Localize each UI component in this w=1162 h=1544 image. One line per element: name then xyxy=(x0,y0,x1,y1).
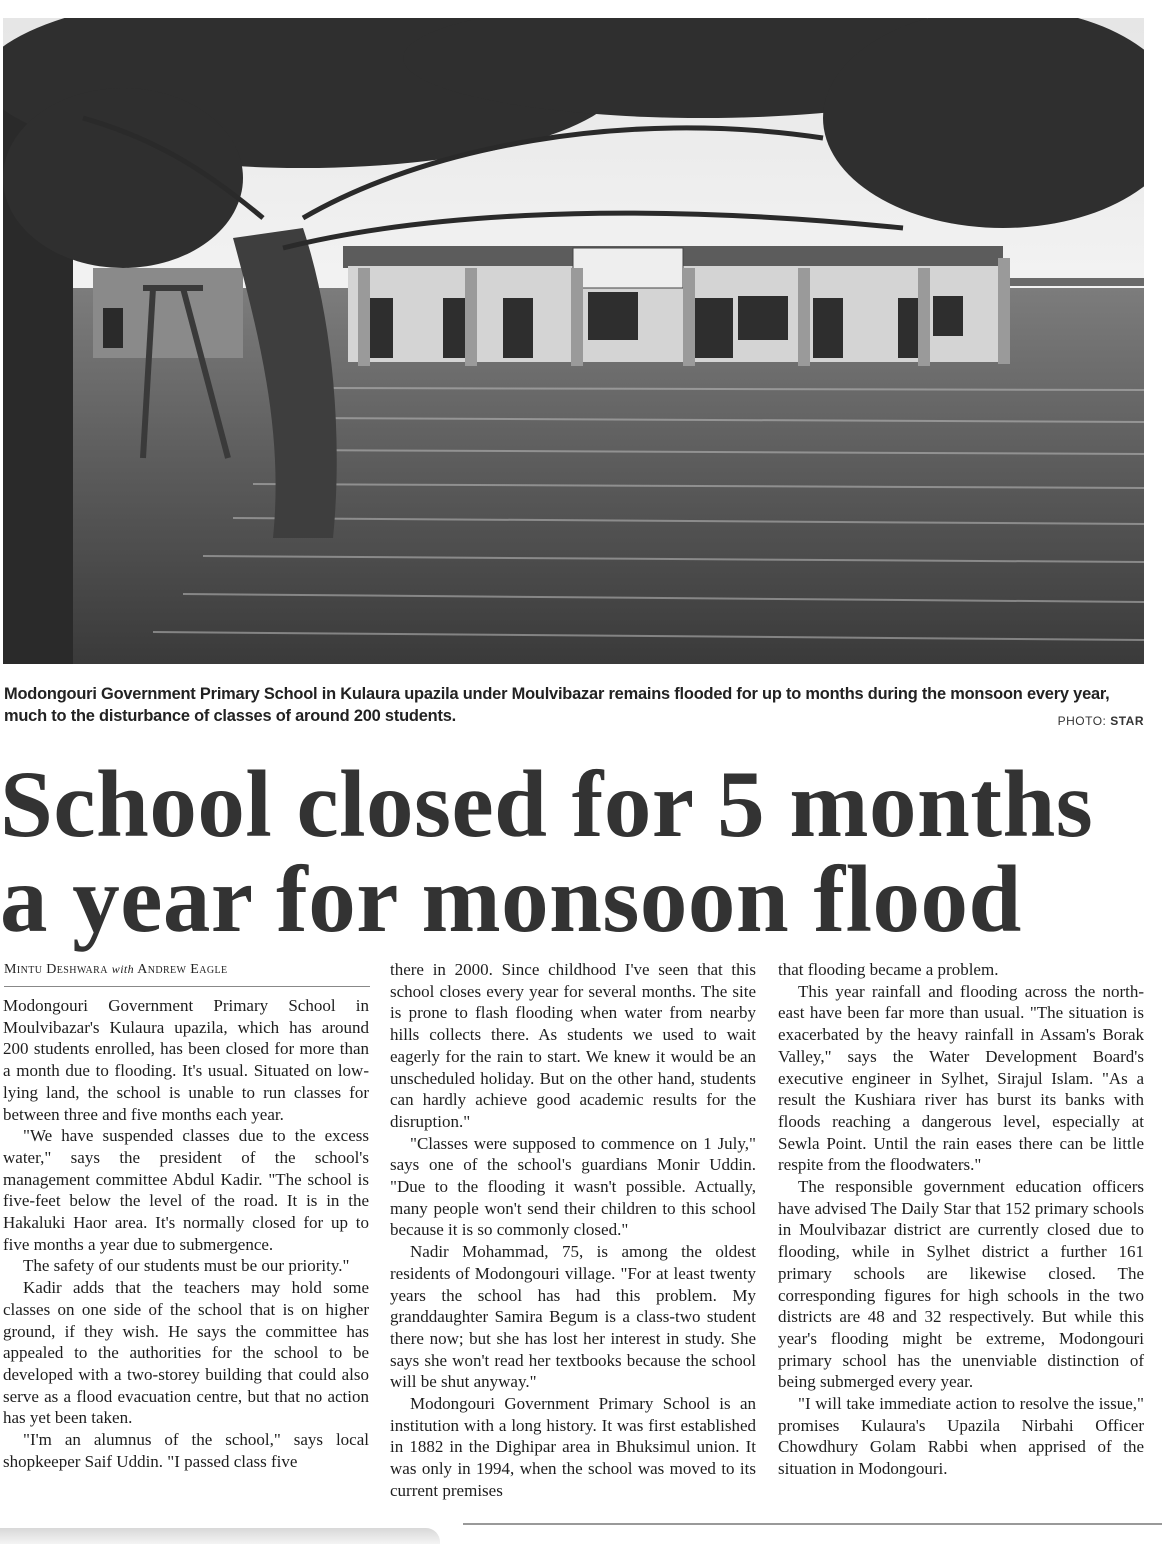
article-paragraph: "I'm an alumnus of the school," says local shopkeeper Saif Uddin. "I passed class five xyxy=(3,1430,369,1471)
page-edge-shadow xyxy=(0,1528,440,1544)
byline-joiner: with xyxy=(111,962,135,976)
article-paragraph: that flooding became a problem. xyxy=(778,960,999,979)
article-paragraph: The safety of our students must be our priority." xyxy=(23,1256,350,1276)
article-paragraph: This year rainfall and flooding across the north-east have been far more than usual. "The situation is exacerbated by the heavy rainfall in Assam's Borak Valley," says the Water Development Board's executive engineer in Sylhet, Sirajul Islam. "As a result the Kushiara river has burst its banks with floods reaching a dangerous level, especially at Sewla Point. Until the rain eases there can be little respite from the floodwaters." xyxy=(778,981,1144,1175)
byline-author-1: Mintu Deshwara xyxy=(4,962,108,977)
article-paragraph: Modongouri Government Primary School in Moulvibazar's Kulaura upazila, which has around 200 students enrolled, has been closed for more than a month due to flooding. It's usual. Situated on low-lying land, the school is unable to run classes for between three and five months each year. xyxy=(3,996,369,1124)
article-paragraph: there in 2000. Since childhood I've seen that this school closes every year for several months. The site is prone to flash flooding when water from nearby hills collects there. As students we used to wait eagerly for the rain to start. We knew it would be an unscheduled holiday. But on the other hand, students can hardly achieve good academic results for the disruption." xyxy=(390,960,756,1131)
article-paragraph: Modongouri Government Primary School is an institution with a long history. It was first established in 1882 in the Dighipar area in Bhuksimul union. It was only in 1994, when the school was moved to its current premises xyxy=(390,1394,756,1500)
flooded-school-image xyxy=(3,18,1144,664)
article-column-3 xyxy=(778,959,1144,1480)
flooded-school-photo xyxy=(3,18,1144,664)
photo-credit xyxy=(1058,714,1144,728)
headline xyxy=(0,751,1160,952)
article-paragraph: Nadir Mohammad, 75, is among the oldest residents of Modongouri village. "For at least twenty years the school has had this problem. My granddaughter Samira Begum is a class-two student there now; but she has lost her interest in study. She says she won't read her textbooks because the school will be shut anyway." xyxy=(390,1242,756,1392)
article-paragraph: "I will take immediate action to resolve the issue," promises Kulaura's Upazila Nirbahi Officer Chowdhury Golam Rabbi when apprised of the situation in Modongouri. xyxy=(778,1394,1144,1479)
article-paragraph: Kadir adds that the teachers may hold some classes on one side of the school that is on higher ground, if they wish. He says the committee has appealed to the authorities for the school to be developed with a two-storey building that could also serve as a flood evacuation centre, but that no action has yet been taken. xyxy=(3,1278,369,1428)
byline xyxy=(4,962,370,987)
photo-credit-source: STAR xyxy=(1110,714,1144,728)
bottom-divider xyxy=(463,1523,1162,1525)
photo-caption: Modongouri Government Primary School in Kulaura upazila under Moulvibazar remains flooded for up to months during the monsoon every year, much to the disturbance of classes of around 200 students. xyxy=(4,685,1110,725)
article-paragraph: "Classes were supposed to commence on 1 July," says one of the school's guardians Monir Uddin. "Due to the flooding it wasn't possible. Actually, many people won't send their children to this school because it is so commonly closed." xyxy=(390,1133,756,1240)
article-column-1 xyxy=(3,995,369,1472)
article-column-2 xyxy=(390,959,756,1502)
article-paragraph: The responsible government education officers have advised The Daily Star that 152 primary schools in Moulvibazar district are currently closed due to flooding, while in Sylhet district a further 161 primary schools are likewise closed. The corresponding figures for high schools in the two districts are 48 and 32 respectively. But while this year's flooding might be extreme, Modongouri primary school has the unenviable distinction of being submerged every year. xyxy=(778,1177,1144,1392)
article-paragraph: "We have suspended classes due to the excess water," says the president of the school's management committee Abdul Kadir. "The school is five-feet below the level of the road. It is in the Hakaluki Haor area. It's normally closed for up to five months a year due to submergence. xyxy=(3,1126,369,1254)
byline-author-2: Andrew Eagle xyxy=(137,962,228,977)
headline-line-1: School closed for 5 months xyxy=(0,751,1094,857)
photo-credit-label: PHOTO: xyxy=(1057,714,1107,728)
headline-line-2: a year for monsoon flood xyxy=(0,846,1022,952)
